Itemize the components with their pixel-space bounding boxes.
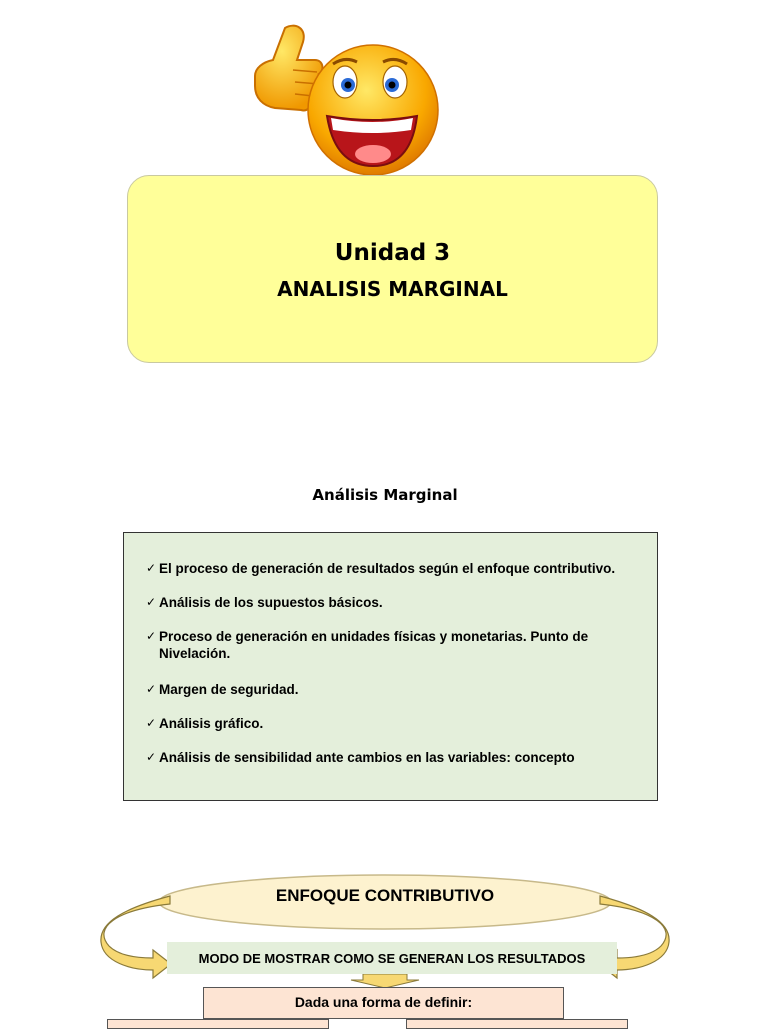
unit-subtitle: ANALISIS MARGINAL [277,277,508,301]
bottom-right-box [406,1019,628,1029]
topic-item: ✓ Análisis de sensibilidad ante cambios en las variables: concepto [146,750,575,765]
topic-item: ✓ Proceso de generación en unidades físicas y monetarias. Punto de Nivelación. [146,629,589,661]
smiley-face [308,45,438,175]
section-heading: Análisis Marginal [312,486,458,504]
topic-item: ✓ Análisis de los supuestos básicos. [146,595,383,610]
enfoque-label: ENFOQUE CONTRIBUTIVO [275,886,495,905]
thumbs-up-smiley-icon [245,20,445,180]
left-curved-arrow-icon [101,896,171,978]
topic-item: ✓ Análisis gráfico. [146,716,264,731]
bottom-left-box [107,1019,329,1029]
modo-label: MODO DE MOSTRAR COMO SE GENERAN LOS RESULTADOS [198,951,586,966]
topic-item: ✓ Margen de seguridad. [146,682,299,697]
define-label: Dada una forma de definir: [294,994,473,1010]
down-arrow-icon [351,974,419,988]
checkmark-icon: ✓ [146,595,157,609]
checkmark-icon: ✓ [146,750,157,764]
unit-title: Unidad 3 [334,240,451,266]
checkmark-icon: ✓ [146,682,157,696]
checkmark-icon: ✓ [146,561,157,575]
checkmark-icon: ✓ [146,716,157,730]
topic-item: ✓ El proceso de generación de resultados según el enfoque contributivo. [146,561,616,576]
checkmark-icon: ✓ [146,629,157,643]
title-box [127,175,658,363]
topics-box [123,532,658,801]
